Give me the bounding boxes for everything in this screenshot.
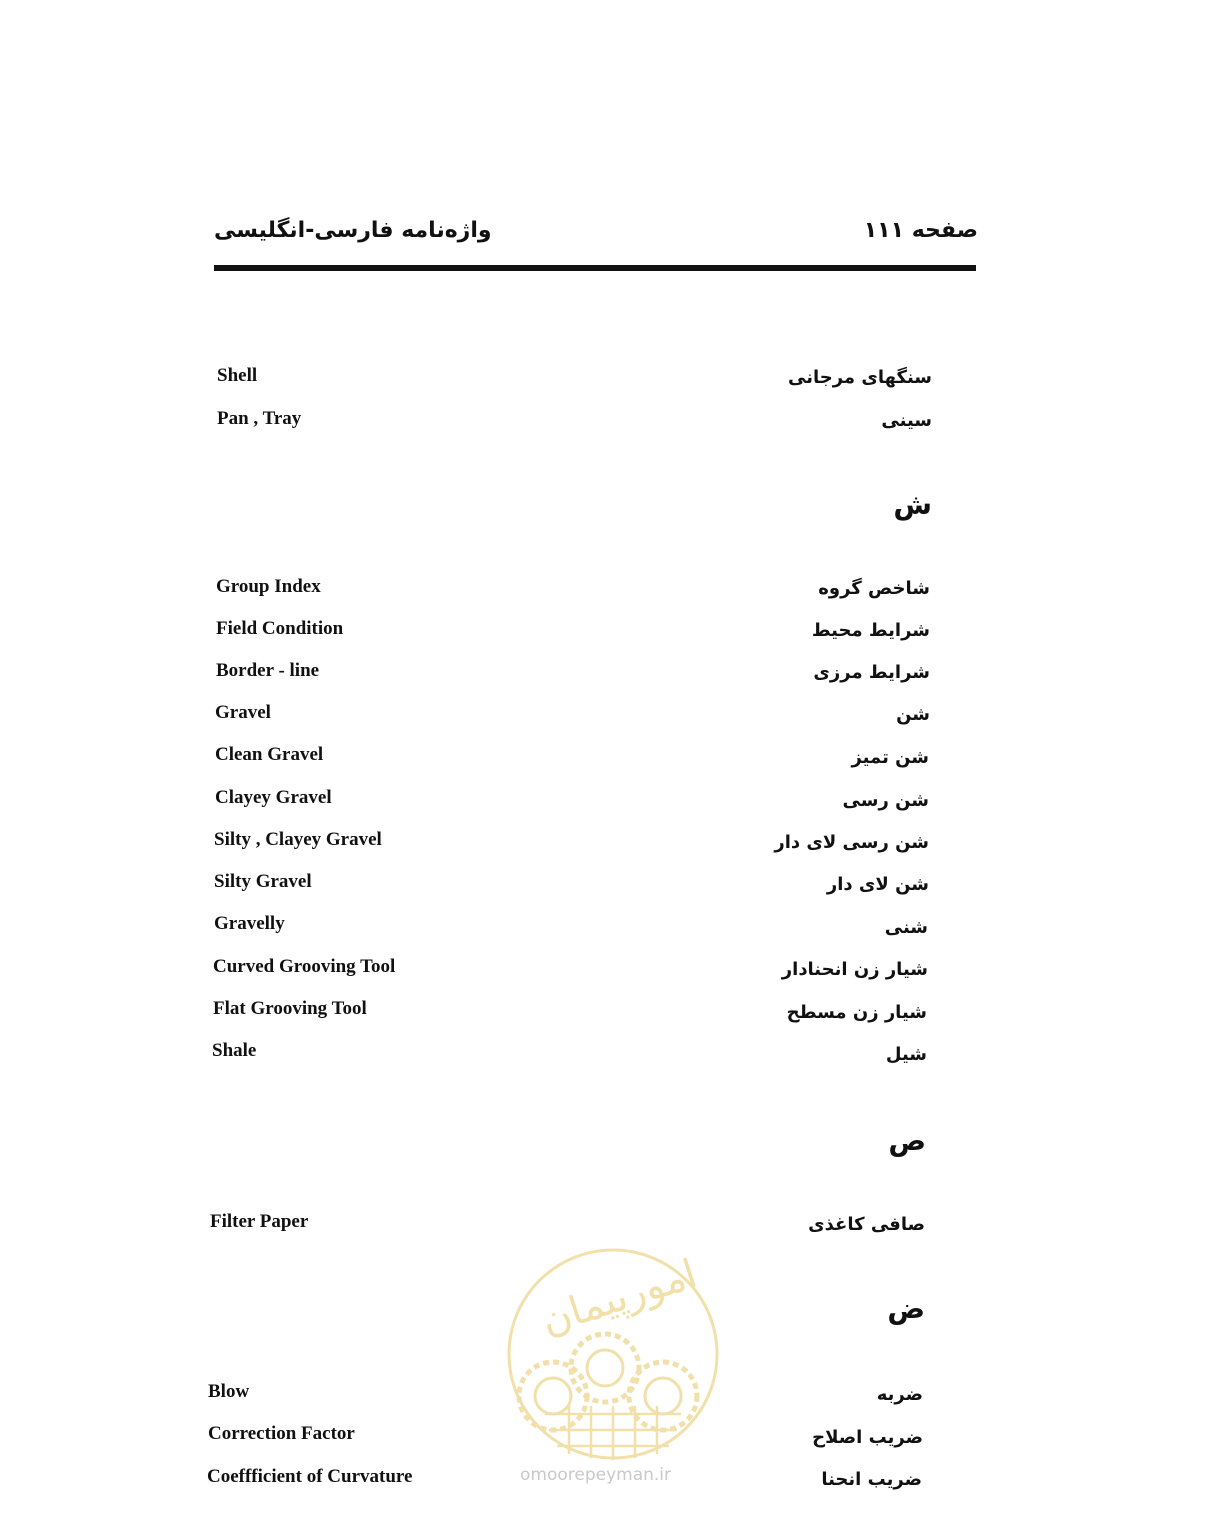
entry-english: Group Index xyxy=(216,576,321,597)
watermark-logo xyxy=(505,1246,721,1466)
header-rule xyxy=(214,265,976,271)
entry-english: Shell xyxy=(217,365,258,386)
entry-persian: شرایط محیط xyxy=(811,620,930,641)
entry-english: Silty , Clayey Gravel xyxy=(214,829,382,850)
entry-english: Blow xyxy=(208,1381,250,1402)
entry-persian: شیل xyxy=(885,1044,927,1065)
entry-persian: شن لای دار xyxy=(826,874,929,895)
entry-english: Border - line xyxy=(216,660,320,681)
entry-persian: شن رسی لای دار xyxy=(774,832,929,853)
entry-persian: شاخص گروه xyxy=(818,578,930,599)
page-number: صفحه ۱۱۱ xyxy=(863,218,978,243)
entry-persian: شن xyxy=(896,704,930,725)
entry-persian: شرایط مرزی xyxy=(813,662,930,683)
entry-english: Curved Grooving Tool xyxy=(213,956,396,977)
entry-english: Silty Gravel xyxy=(214,871,312,892)
section-letter: ش xyxy=(893,488,932,521)
entry-english: Coeffficient of Curvature xyxy=(207,1466,413,1487)
entry-english: Filter Paper xyxy=(210,1211,309,1232)
entry-persian: شیار زن مسطح xyxy=(786,1002,927,1023)
entry-persian: شیار زن انحنادار xyxy=(781,959,928,980)
entry-persian: صافی کاغذی xyxy=(808,1214,925,1235)
entry-persian: ضریب اصلاح xyxy=(812,1427,923,1448)
entry-english: Pan , Tray xyxy=(217,408,302,429)
entry-english: Flat Grooving Tool xyxy=(213,998,367,1019)
entry-persian: ضریب انحنا xyxy=(821,1469,922,1490)
entry-persian: ضربه xyxy=(876,1384,923,1405)
entry-english: Clayey Gravel xyxy=(215,787,332,808)
entry-english: Gravelly xyxy=(214,913,285,934)
entry-persian: سینی xyxy=(881,410,932,431)
section-letter: ض xyxy=(887,1292,925,1325)
watermark-logo-text: امورپیمان xyxy=(535,1250,703,1345)
entry-persian: سنگهای مرجانی xyxy=(788,367,932,388)
entry-english: Field Condition xyxy=(216,618,344,639)
page-header xyxy=(214,212,978,256)
section-letter: ص xyxy=(888,1124,926,1157)
entry-english: Clean Gravel xyxy=(215,744,324,765)
entry-english: Correction Factor xyxy=(208,1423,355,1444)
entry-persian: شنی xyxy=(884,917,928,938)
entry-english: Gravel xyxy=(215,702,271,723)
entry-persian: شن تمیز xyxy=(851,747,929,768)
watermark-url: omoorepeyman.ir xyxy=(520,1465,672,1485)
entry-persian: شن رسی xyxy=(842,790,929,811)
dictionary-title: واژه‌نامه فارسی-انگلیسی xyxy=(214,218,492,243)
entry-english: Shale xyxy=(212,1040,257,1061)
